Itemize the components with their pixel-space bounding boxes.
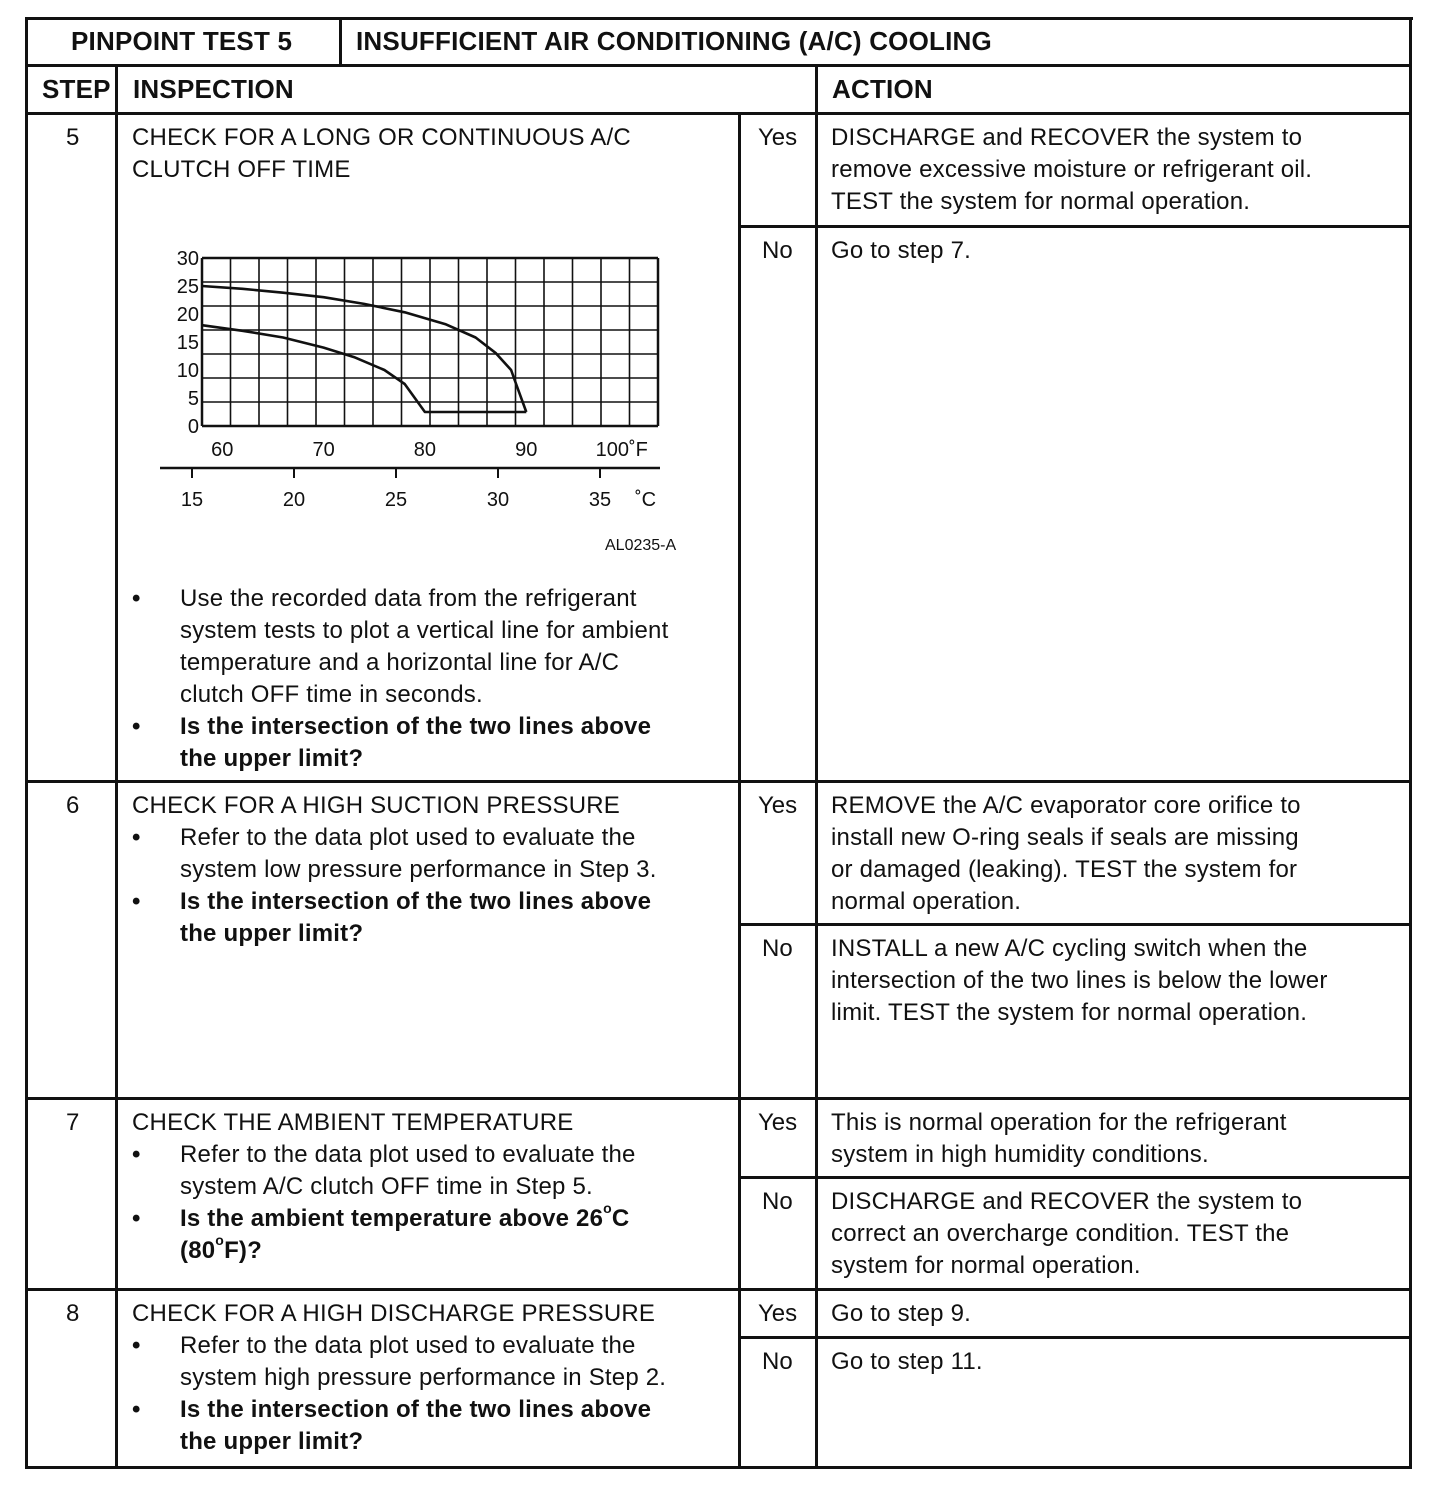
x-tick-label-celsius: 35 bbox=[588, 489, 612, 511]
x-tick-label-fahrenheit: 70 bbox=[312, 439, 335, 461]
action-column-rule bbox=[815, 64, 818, 1469]
action-yes: or damaged (leaking). TEST the system for bbox=[831, 856, 1298, 883]
action-yes: system in high humidity conditions. bbox=[831, 1141, 1209, 1168]
chart-curves bbox=[202, 286, 526, 412]
bullet-icon: • bbox=[132, 1141, 141, 1168]
step-5-yes-no-rule bbox=[738, 225, 1411, 228]
yes-label: Yes bbox=[758, 1109, 798, 1136]
upper-limit-curve bbox=[202, 286, 526, 412]
y-tick-label: 20 bbox=[176, 304, 199, 326]
chart-y-axis-labels bbox=[177, 248, 199, 438]
celsius-axis-ticks bbox=[181, 468, 656, 511]
column-header-rule bbox=[25, 112, 1411, 115]
action-no: Go to step 11. bbox=[831, 1348, 983, 1375]
step-instruction: temperature and a horizontal line for A/C bbox=[180, 649, 620, 676]
step-instruction: Refer to the data plot used to evaluate the bbox=[180, 824, 636, 851]
step-number: 8 bbox=[66, 1300, 80, 1327]
step-number: 5 bbox=[66, 124, 80, 151]
y-tick-label: 0 bbox=[187, 416, 199, 438]
step-title: CHECK THE AMBIENT TEMPERATURE bbox=[132, 1109, 574, 1136]
action-yes: Go to step 9. bbox=[831, 1300, 972, 1327]
yes-label: Yes bbox=[758, 792, 798, 819]
column-header-action: ACTION bbox=[832, 74, 933, 104]
action-no: INSTALL a new A/C cycling switch when the bbox=[831, 935, 1308, 962]
yes-label: Yes bbox=[758, 1300, 798, 1327]
y-tick-label: 10 bbox=[176, 360, 199, 382]
action-no: intersection of the two lines is below the lower bbox=[831, 967, 1328, 994]
step-8-yes-no-rule bbox=[738, 1336, 1411, 1339]
step-instruction: system high pressure performance in Step 2. bbox=[180, 1364, 667, 1391]
step-question: Is the ambient temperature above 26$^o$C bbox=[180, 1200, 630, 1232]
bullet-icon: • bbox=[132, 713, 141, 740]
action-yes: remove excessive moisture or refrigerant oil. bbox=[831, 156, 1313, 183]
figure-id: AL0235-A bbox=[605, 537, 677, 554]
action-no: limit. TEST the system for normal operation. bbox=[831, 999, 1308, 1026]
action-yes: REMOVE the A/C evaporator core orifice to bbox=[831, 792, 1301, 819]
step-instruction: Use the recorded data from the refrigerant bbox=[180, 585, 637, 612]
table-border-right bbox=[1409, 17, 1412, 1469]
bullet-icon: • bbox=[132, 1332, 141, 1359]
step-instruction: clutch OFF time in seconds. bbox=[180, 681, 483, 708]
step-5-bottom-rule bbox=[25, 780, 1411, 783]
step-question: the upper limit? bbox=[180, 745, 364, 772]
step-question: the upper limit? bbox=[180, 920, 364, 947]
y-tick-label: 5 bbox=[187, 388, 199, 410]
bullet-icon: • bbox=[132, 888, 141, 915]
step-column-rule bbox=[115, 64, 118, 1469]
test-title: INSUFFICIENT AIR CONDITIONING (A/C) COOLING bbox=[356, 26, 992, 56]
step-question: the upper limit? bbox=[180, 1428, 364, 1455]
action-no: Go to step 7. bbox=[831, 237, 972, 264]
step-title: CHECK FOR A LONG OR CONTINUOUS A/C bbox=[132, 124, 631, 151]
step-title: CHECK FOR A HIGH DISCHARGE PRESSURE bbox=[132, 1300, 656, 1327]
test-label: PINPOINT TEST 5 bbox=[71, 26, 293, 56]
yes-no-column-rule bbox=[738, 112, 741, 1469]
bullet-icon: • bbox=[132, 824, 141, 851]
clutch-off-time-chart bbox=[130, 240, 730, 560]
y-tick-label: 25 bbox=[176, 276, 199, 298]
step-question: (80$^o$F)? bbox=[180, 1232, 262, 1264]
x-tick-label-fahrenheit: 90 bbox=[515, 439, 538, 461]
table-border-bottom bbox=[25, 1466, 1411, 1469]
action-yes: This is normal operation for the refrigerant bbox=[831, 1109, 1287, 1136]
y-tick-label: 15 bbox=[176, 332, 199, 354]
x-tick-label-celsius: 25 bbox=[384, 489, 408, 511]
chart-grid bbox=[202, 258, 658, 426]
no-label: No bbox=[762, 237, 793, 264]
step-6-yes-no-rule bbox=[738, 923, 1411, 926]
step-number: 7 bbox=[66, 1109, 80, 1136]
step-instruction: system A/C clutch OFF time in Step 5. bbox=[180, 1173, 593, 1200]
action-yes: normal operation. bbox=[831, 888, 1022, 915]
chart-x-axis-labels bbox=[211, 439, 648, 461]
step-question: Is the intersection of the two lines above bbox=[180, 1396, 652, 1423]
header-divider bbox=[339, 17, 342, 65]
bullet-icon: • bbox=[132, 585, 141, 612]
step-instruction: Refer to the data plot used to evaluate the bbox=[180, 1332, 636, 1359]
column-header-inspection: INSPECTION bbox=[133, 74, 294, 104]
step-title-continued: CLUTCH OFF TIME bbox=[132, 156, 351, 183]
action-no: system for normal operation. bbox=[831, 1252, 1141, 1279]
x-tick-label-celsius: 30 bbox=[486, 489, 510, 511]
no-label: No bbox=[762, 1348, 793, 1375]
x-tick-label-celsius: 15 bbox=[180, 489, 204, 511]
step-instruction: Refer to the data plot used to evaluate the bbox=[180, 1141, 636, 1168]
action-no: DISCHARGE and RECOVER the system to bbox=[831, 1188, 1303, 1215]
table-border-top bbox=[27, 17, 1413, 20]
table-border-left bbox=[25, 17, 28, 1469]
x-tick-label-fahrenheit: 80 bbox=[413, 439, 437, 461]
action-yes: TEST the system for normal operation. bbox=[831, 188, 1251, 215]
step-instruction: system tests to plot a vertical line for ambient bbox=[180, 617, 669, 644]
y-tick-label: 30 bbox=[176, 248, 199, 270]
x-axis-unit-celsius: ˚C bbox=[635, 489, 657, 511]
bullet-icon: • bbox=[132, 1205, 141, 1232]
no-label: No bbox=[762, 1188, 793, 1215]
step-6-bottom-rule bbox=[25, 1097, 1411, 1100]
header-rule bbox=[25, 64, 1411, 67]
step-question: Is the intersection of the two lines above bbox=[180, 713, 652, 740]
action-yes: install new O-ring seals if seals are missing bbox=[831, 824, 1299, 851]
no-label: No bbox=[762, 935, 793, 962]
action-no: correct an overcharge condition. TEST the bbox=[831, 1220, 1290, 1247]
x-tick-label-celsius: 20 bbox=[282, 489, 306, 511]
step-question: Is the intersection of the two lines above bbox=[180, 888, 652, 915]
x-tick-label-fahrenheit: 100˚F bbox=[595, 439, 648, 461]
step-title: CHECK FOR A HIGH SUCTION PRESSURE bbox=[132, 792, 621, 819]
column-header-step: STEP bbox=[42, 74, 111, 104]
x-tick-label-fahrenheit: 60 bbox=[211, 439, 234, 461]
step-instruction: system low pressure performance in Step 3. bbox=[180, 856, 657, 883]
step-number: 6 bbox=[66, 792, 80, 819]
action-yes: DISCHARGE and RECOVER the system to bbox=[831, 124, 1303, 151]
bullet-icon: • bbox=[132, 1396, 141, 1423]
yes-label: Yes bbox=[758, 124, 798, 151]
step-7-bottom-rule bbox=[25, 1288, 1411, 1291]
step-7-yes-no-rule bbox=[738, 1176, 1411, 1179]
